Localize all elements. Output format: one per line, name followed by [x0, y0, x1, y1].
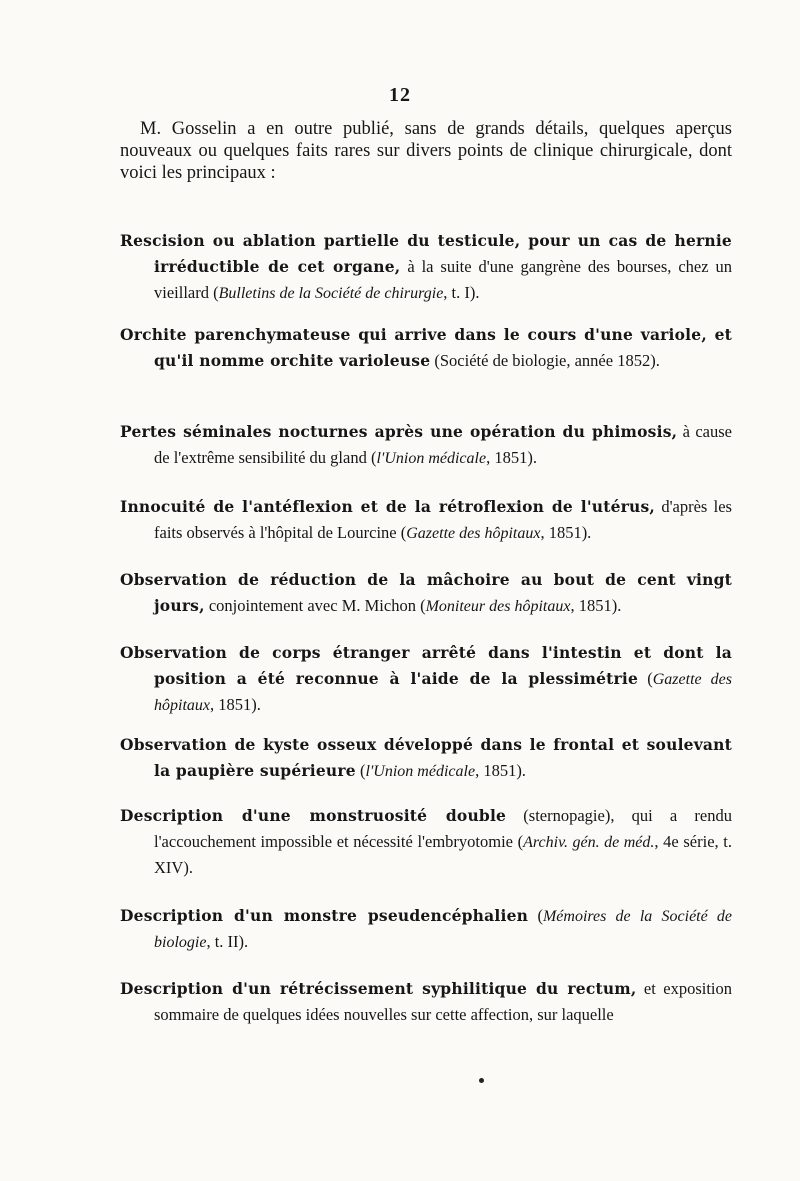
- entry-title: Innocuité de l'antéflexion et de la rétroflexion de l'utérus,: [120, 497, 656, 516]
- page-mark: [479, 1078, 484, 1083]
- entry-title: Observation de réduction de la mâchoire au bout de cent vingt jours,: [120, 570, 732, 615]
- entry-title: Description d'un monstre pseudencéphalien: [120, 906, 529, 925]
- entry-end: , 1851).: [210, 695, 261, 714]
- entry-end: , 1851).: [486, 448, 537, 467]
- entry-10: [120, 976, 732, 1028]
- entry-title: Orchite parenchymateuse qui arrive dans le cours d'une variole, et qu'il nomme orchite varioleuse: [120, 325, 732, 370]
- entry-source: l'Union médicale: [365, 763, 476, 780]
- entry-end: , 4e série, t. XIV).: [154, 832, 732, 877]
- entry-source: Gazette des hôpitaux: [406, 525, 541, 542]
- entry-2: [120, 322, 732, 374]
- entry-text: à cause de l'extrême sensibilité du gland (: [154, 422, 732, 467]
- entry-text: (Société de biologie, année 1852).: [430, 351, 660, 370]
- page-number: 12: [389, 84, 411, 106]
- entry-title: Rescision ou ablation partielle du testicule, pour un cas de hernie irréductible de cet organe,: [120, 231, 732, 276]
- entry-9: [120, 903, 732, 955]
- entry-5: [120, 567, 732, 619]
- entry-text: et exposition sommaire de quelques idées nouvelles sur cette affection, sur laquelle: [154, 979, 733, 1024]
- entry-end: , 1851).: [570, 596, 622, 615]
- entry-text: conjointement avec M. Michon (: [204, 596, 426, 615]
- entry-end: , 1851).: [475, 761, 526, 780]
- intro-paragraph: M. Gosselin a en outre publié, sans de grands détails, quelques aperçus nouveaux ou quelques faits rares sur divers points de clinique chirurgicale, dont voici les principaux :: [120, 119, 732, 183]
- entry-3: [120, 419, 732, 471]
- entry-source: Archiv. gén. de méd.: [523, 834, 655, 851]
- entry-text: (: [638, 669, 653, 688]
- entry-text: à la suite d'une gangrène des bourses, chez un vieillard (: [154, 257, 732, 302]
- entry-text: (: [355, 761, 366, 780]
- entry-text: (sternopagie), qui a rendu l'accouchement impossible et nécessité l'embryotomie (: [154, 806, 732, 851]
- entry-end: , 1851).: [540, 523, 592, 542]
- entry-title: Observation de corps étranger arrêté dans l'intestin et dont la position a été reconnue à l'aide de la plessimétrie: [120, 643, 732, 688]
- entry-source: l'Union médicale: [376, 450, 487, 467]
- entry-text: d'après les faits observés à l'hôpital de Lourcine (: [154, 497, 732, 542]
- entry-source: Gazette des hôpitaux: [154, 671, 733, 714]
- entry-source: Mémoires de la Société de biologie: [154, 908, 733, 951]
- entry-title: Description d'un rétrécissement syphilitique du rectum,: [120, 979, 637, 998]
- entry-title: Pertes séminales nocturnes après une opération du phimosis,: [120, 422, 678, 441]
- entry-end: , t. II).: [206, 932, 249, 951]
- entry-source: Bulletins de la Société de chirurgie: [218, 285, 444, 302]
- entry-source: Moniteur des hôpitaux: [425, 598, 571, 615]
- entry-title: Description d'une monstruosité double: [120, 806, 507, 825]
- entry-text: (: [528, 906, 543, 925]
- entry-4: [120, 494, 732, 546]
- entry-6: [120, 640, 732, 718]
- entry-1: [120, 228, 732, 306]
- entry-title: Observation de kyste osseux développé dans le frontal et soulevant la paupière supérieure: [120, 735, 732, 780]
- entry-end: , t. I).: [443, 283, 480, 302]
- entry-7: [120, 732, 732, 784]
- entry-8: [120, 803, 732, 881]
